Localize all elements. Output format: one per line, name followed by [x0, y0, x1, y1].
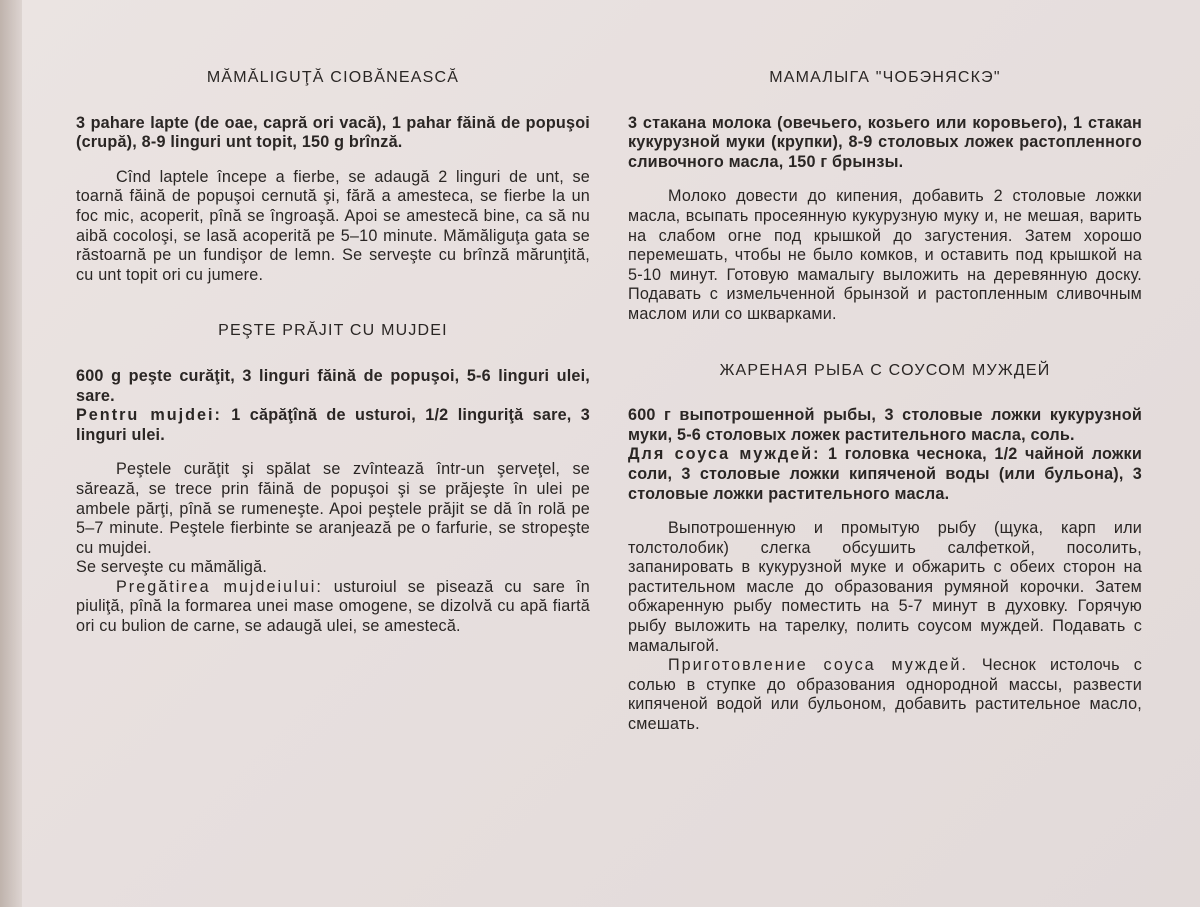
card-edge	[0, 0, 22, 907]
sauce-label: Для соуса муждей:	[628, 445, 821, 464]
recipe-title-mamalyga: МАМАЛЫГА "ЧОБЭНЯСКЭ"	[769, 69, 1001, 86]
right-column-russian	[628, 68, 1142, 735]
sauce-ingredients: 1 головка чеснока, 1/2 чайной ложки соли, 3 столовые ложки кипяченой воды (или бульона), 3 столовые ложки растительного масла.	[628, 445, 1143, 503]
prep-sauce-text: Чеснок истолочь с солью в ступке до образования однородной массы, развести кипяченой водой или бульоном, добавить растительное масло, смешать.	[628, 656, 1142, 734]
left-column-romanian	[76, 68, 590, 637]
serving-note-peste: Se serveşte cu mămăligă.	[76, 558, 268, 577]
ingredients-mamalyga: 3 стакана молока (овечьего, козьего или коровьего), 1 стакан кукурузной муки (крупки), 8-9 столовых ложек растопленного сливочного масла, 150 г брынзы.	[628, 113, 1142, 171]
instructions-mamaliguta: Cînd laptele începe a fierbe, se adaugă 2 linguri de unt, se toarnă făină de popuşoi cernută şi, fără a amesteca, se fierbe la un foc mic, acoperit, pînă se îngroaşă. Apoi se amestecă bine, ca să nu aibă cocoloşi, se lasă acoperită pe 5–10 minute. Mămăliguţa gata se răstoarnă pe un fundişor de lemn. Se serveşte cu brînză mărunţită, cu unt topit ori cu jumere.	[76, 167, 590, 284]
mujdei-ingredients: 1 căpăţînă de usturoi, 1/2 linguriţă sare, 3 linguri ulei.	[76, 406, 590, 444]
ingredients-mujdei	[76, 406, 590, 445]
ingredients-mamaliguta: 3 pahare lapte (de oae, capră ori vacă), 1 pahar făină de popuşoi (crupă), 8-9 linguri unt topit, 150 g brînză.	[76, 113, 590, 152]
instructions-ryba: Выпотрошенную и промытую рыбу (щука, карп или толстолобик) слегка обсушить салфеткой, посолить, запанировать в кукурузной муке и обжарить с обеих сторон на растительном масле до образования румяной корочки. Затем обжаренную рыбу поместить на 5-7 минут в духовку. Горячую рыбу выложить на тарелку, полить соусом муждей. Подавать с мамалыгой.	[628, 519, 1142, 655]
mujdei-label: Pentru mujdei:	[76, 406, 222, 425]
recipe-title-mamaliguta: MĂMĂLIGUŢĂ CIOBĂNEASCĂ	[206, 69, 460, 86]
ingredients-peste: 600 g peşte curăţit, 3 linguri făină de popuşoi, 5-6 linguri ulei, sare.	[76, 366, 590, 405]
ingredients-sauce	[628, 445, 1142, 504]
prep-mujdei-text: usturoiul se pisează cu sare în piuliţă, pînă la formarea unei mase omogene, se dizolvă cu apă fiartă ori cu bulion de carne, se adaugă ulei, se amestecă.	[76, 577, 590, 636]
recipe-title-ryba: ЖАРЕНАЯ РЫБА С СОУСОМ МУЖДЕЙ	[719, 361, 1051, 379]
instructions-mamalyga: Молоко довести до кипения, добавить 2 столовые ложки масла, всыпать просеянную кукурузную муку и, не мешая, варить на слабом огне под крышкой до загустения. Затем хорошо перемешать, чтобы не было комков, и оставить под крышкой на 5-10 минут. Готовую мамалыгу выложить на деревянную доску. Подавать с измельченной брынзой и растопленным сливочным маслом или со шкварками.	[628, 187, 1142, 323]
prep-sauce-label: Приготовление соуса муждей.	[668, 656, 968, 675]
prep-mujdei	[76, 578, 590, 637]
instructions-peste: Peştele curăţit şi spălat se zvîntează într-un şerveţel, se sărează, se trece prin făină de popuşoi şi se prăjeşte în ulei pe ambele părţi, pînă se rumeneşte. Apoi peştele prăjit se dă în rolă pe 5–7 minute. Peştele fierbinte se aranjează pe o farfurie, se stropeşte cu mujdei.	[76, 460, 590, 557]
prep-mujdei-label: Pregătirea mujdeiului:	[116, 577, 323, 596]
prep-sauce	[628, 656, 1142, 734]
recipe-title-peste: PEŞTE PRĂJIT CU MUJDEI	[218, 322, 448, 340]
ingredients-ryba: 600 г выпотрошенной рыбы, 3 столовые ложки кукурузной муки, 5-6 столовых ложек растительного масла, соль.	[628, 406, 1142, 444]
